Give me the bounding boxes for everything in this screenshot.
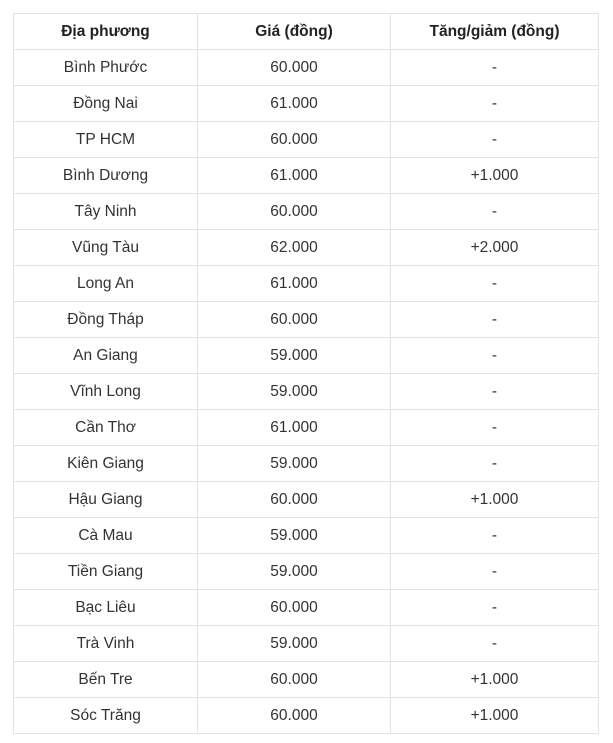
table-row — [14, 662, 599, 698]
location-cell: Tiền Giang — [14, 554, 198, 590]
table-row — [14, 86, 599, 122]
price-table-container — [13, 13, 598, 734]
table-row — [14, 338, 599, 374]
price-table — [13, 13, 599, 734]
price-cell: 59.000 — [198, 518, 391, 554]
price-cell: 60.000 — [198, 194, 391, 230]
price-cell: 60.000 — [198, 698, 391, 734]
location-cell: Đồng Tháp — [14, 302, 198, 338]
price-cell: 60.000 — [198, 590, 391, 626]
change-cell: - — [391, 50, 599, 86]
location-cell: An Giang — [14, 338, 198, 374]
location-cell: Vũng Tàu — [14, 230, 198, 266]
table-row — [14, 194, 599, 230]
change-cell: +1.000 — [391, 698, 599, 734]
table-body — [14, 50, 599, 734]
table-row — [14, 590, 599, 626]
location-cell: Cà Mau — [14, 518, 198, 554]
price-cell: 59.000 — [198, 338, 391, 374]
table-row — [14, 266, 599, 302]
change-cell: - — [391, 194, 599, 230]
change-cell: - — [391, 446, 599, 482]
location-cell: Kiên Giang — [14, 446, 198, 482]
table-row — [14, 518, 599, 554]
price-cell: 59.000 — [198, 374, 391, 410]
price-cell: 61.000 — [198, 410, 391, 446]
price-cell: 61.000 — [198, 86, 391, 122]
change-cell: +1.000 — [391, 482, 599, 518]
price-cell: 61.000 — [198, 266, 391, 302]
change-cell: - — [391, 122, 599, 158]
location-cell: Long An — [14, 266, 198, 302]
price-cell: 60.000 — [198, 122, 391, 158]
change-cell: - — [391, 590, 599, 626]
location-cell: Vĩnh Long — [14, 374, 198, 410]
table-row — [14, 698, 599, 734]
price-cell: 60.000 — [198, 50, 391, 86]
location-cell: TP HCM — [14, 122, 198, 158]
table-row — [14, 626, 599, 662]
change-cell: - — [391, 554, 599, 590]
price-cell: 61.000 — [198, 158, 391, 194]
header-change: Tăng/giảm (đồng) — [391, 14, 599, 50]
table-row — [14, 50, 599, 86]
change-cell: - — [391, 86, 599, 122]
table-row — [14, 410, 599, 446]
location-cell: Sóc Trăng — [14, 698, 198, 734]
location-cell: Cần Thơ — [14, 410, 198, 446]
change-cell: - — [391, 410, 599, 446]
table-row — [14, 302, 599, 338]
table-row — [14, 482, 599, 518]
change-cell: - — [391, 518, 599, 554]
table-row — [14, 554, 599, 590]
change-cell: +1.000 — [391, 158, 599, 194]
location-cell: Đồng Nai — [14, 86, 198, 122]
change-cell: +2.000 — [391, 230, 599, 266]
header-location: Địa phương — [14, 14, 198, 50]
price-cell: 62.000 — [198, 230, 391, 266]
table-row — [14, 158, 599, 194]
price-cell: 60.000 — [198, 662, 391, 698]
header-price: Giá (đồng) — [198, 14, 391, 50]
location-cell: Bạc Liêu — [14, 590, 198, 626]
location-cell: Trà Vinh — [14, 626, 198, 662]
change-cell: +1.000 — [391, 662, 599, 698]
location-cell: Tây Ninh — [14, 194, 198, 230]
table-row — [14, 230, 599, 266]
change-cell: - — [391, 626, 599, 662]
location-cell: Bình Phước — [14, 50, 198, 86]
table-row — [14, 122, 599, 158]
price-cell: 59.000 — [198, 554, 391, 590]
price-cell: 59.000 — [198, 626, 391, 662]
table-row — [14, 374, 599, 410]
change-cell: - — [391, 338, 599, 374]
change-cell: - — [391, 266, 599, 302]
location-cell: Bình Dương — [14, 158, 198, 194]
price-cell: 60.000 — [198, 482, 391, 518]
table-header-row — [14, 14, 599, 50]
price-cell: 59.000 — [198, 446, 391, 482]
change-cell: - — [391, 374, 599, 410]
location-cell: Hậu Giang — [14, 482, 198, 518]
location-cell: Bến Tre — [14, 662, 198, 698]
table-row — [14, 446, 599, 482]
change-cell: - — [391, 302, 599, 338]
price-cell: 60.000 — [198, 302, 391, 338]
